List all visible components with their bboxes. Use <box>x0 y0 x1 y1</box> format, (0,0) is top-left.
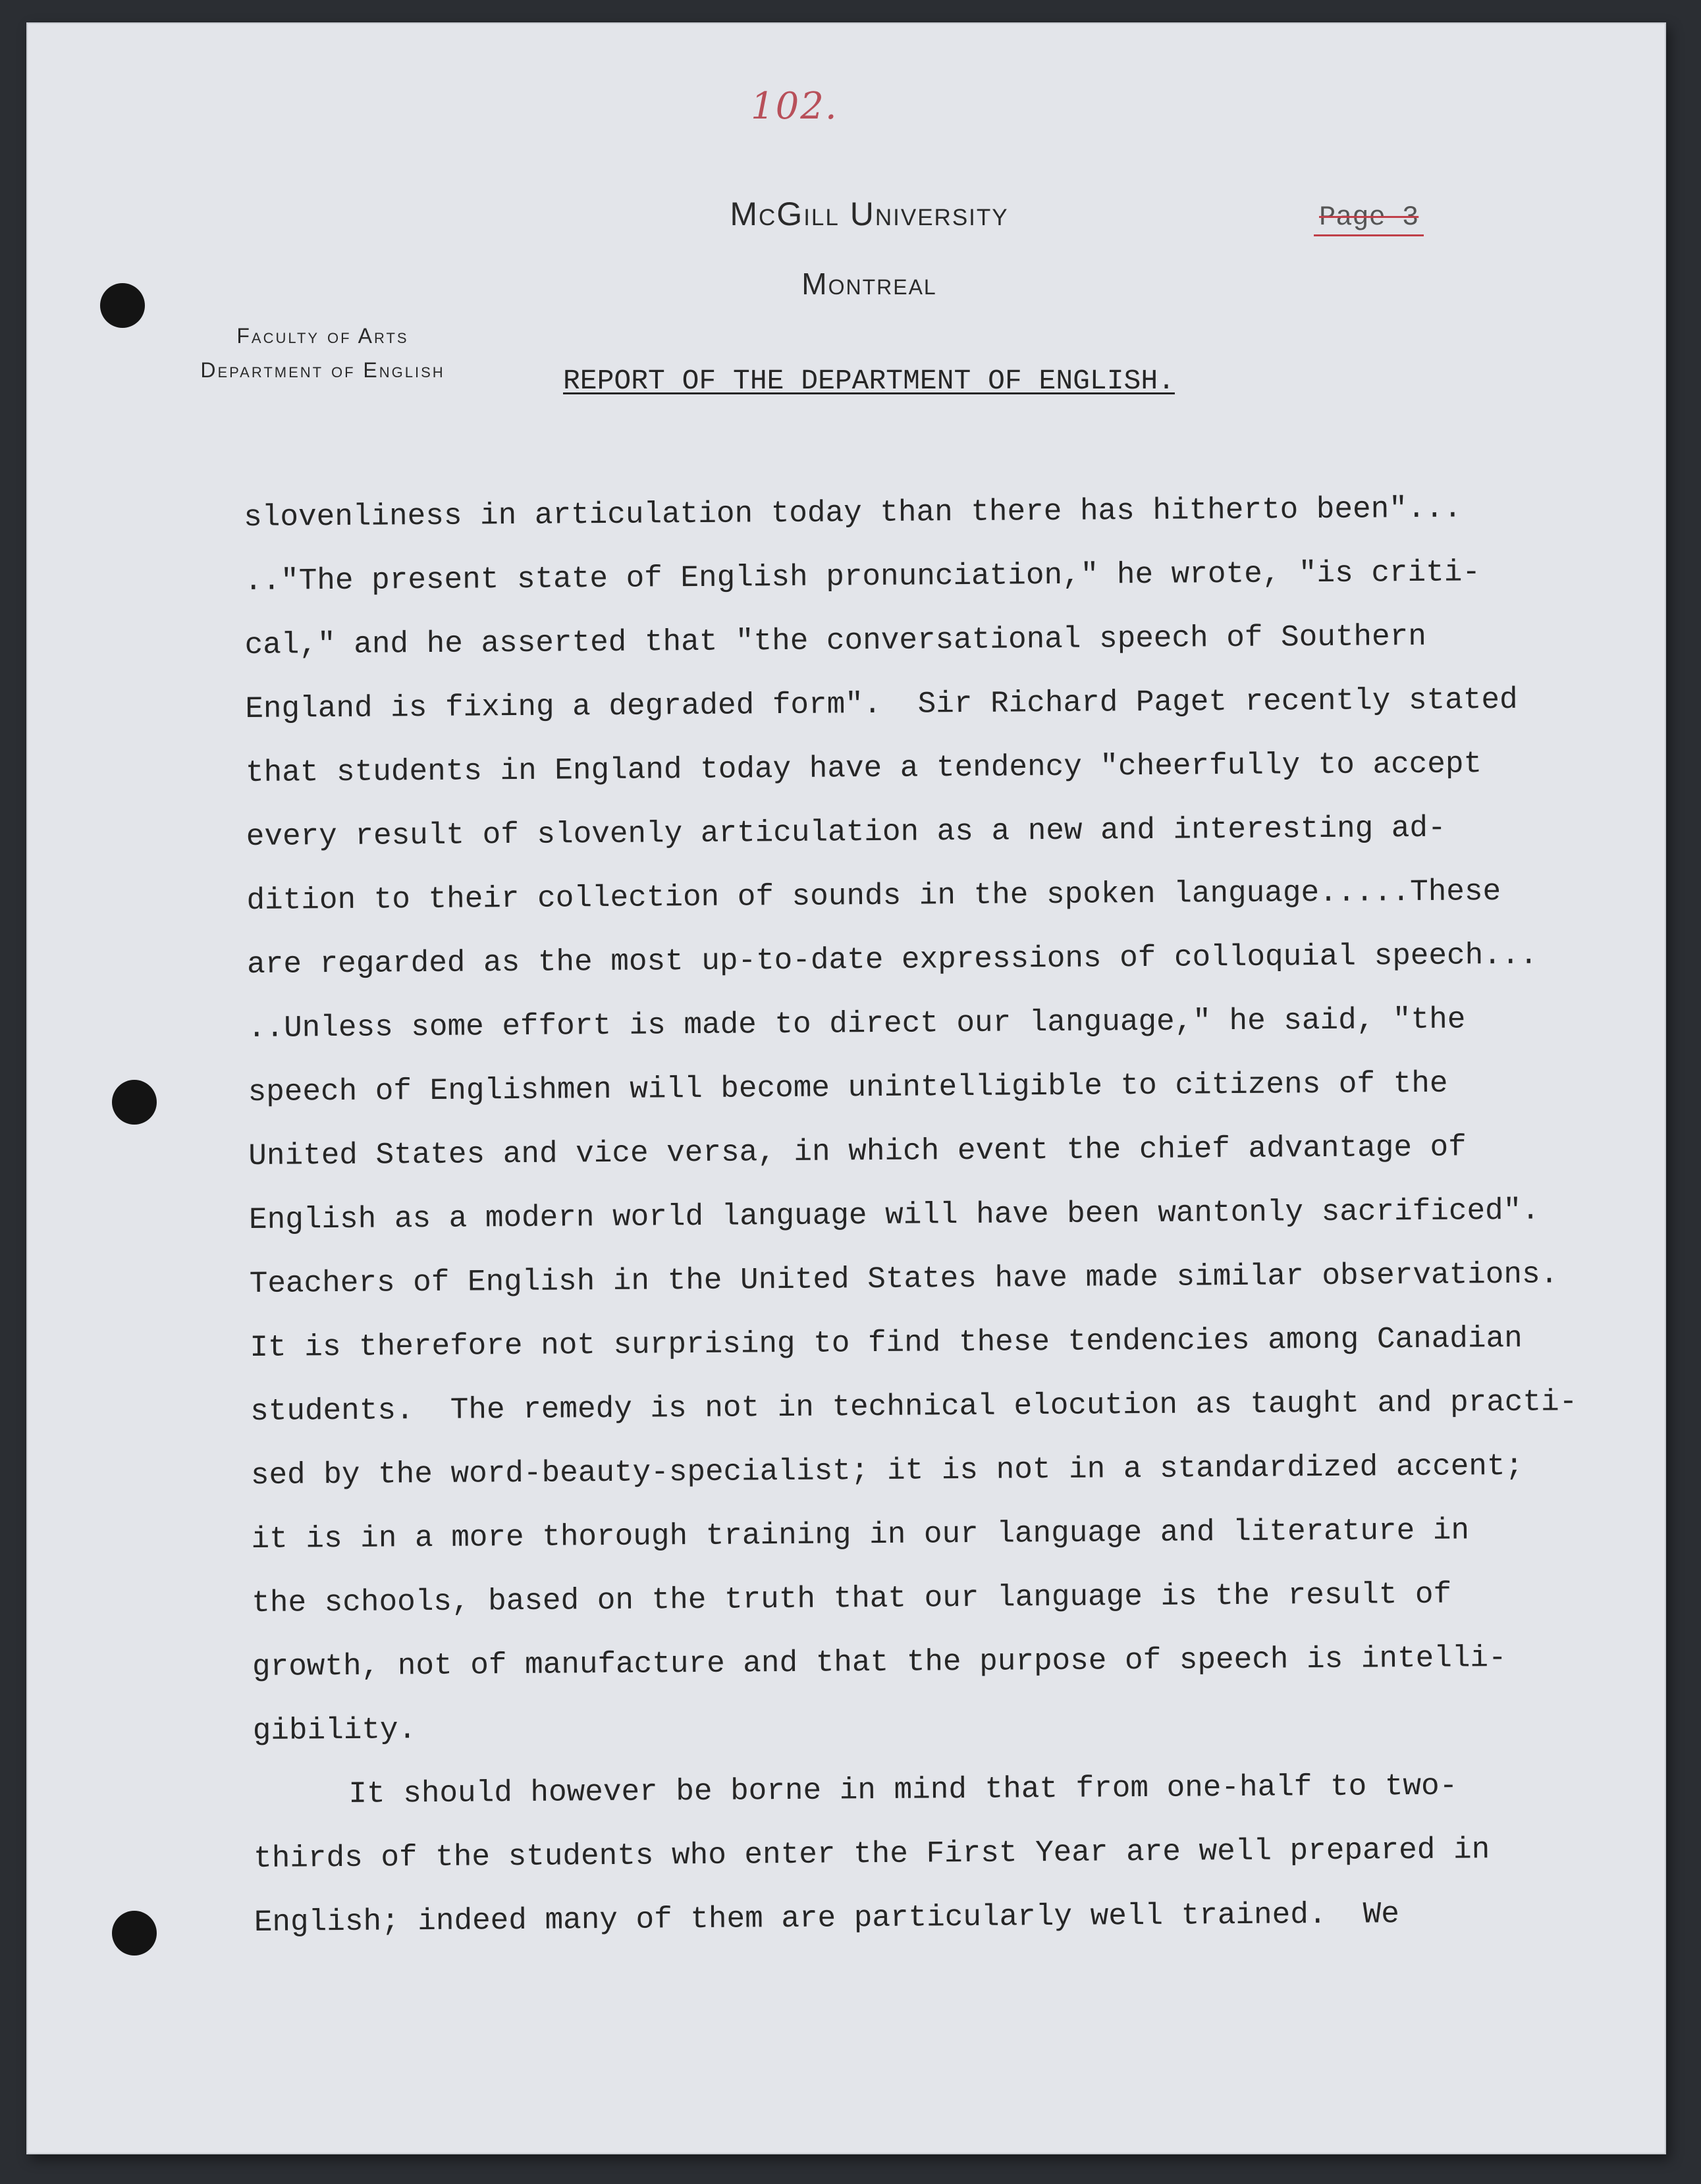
punch-hole-top <box>100 283 145 328</box>
body-line: Teachers of English in the United States have made similar observations. <box>249 1257 1559 1301</box>
page-number: Page 3 <box>1314 201 1424 236</box>
body-line: England is fixing a degraded form". Sir Richard Paget recently stated <box>245 682 1518 726</box>
body-line: cal," and he asserted that "the conversational speech of Southern <box>244 619 1427 662</box>
body-line: dition to their collection of sounds in the spoken language.....These <box>246 874 1501 918</box>
body-line: growth, not of manufacture and that the purpose of speech is intelli- <box>252 1640 1507 1684</box>
body-line: sed by the word-beauty-specialist; it is not in a standardized accent; <box>250 1449 1524 1493</box>
letterhead-university: McGill University <box>730 196 1009 232</box>
letterhead-faculty: Faculty of Arts <box>236 324 409 348</box>
body-line: English; indeed many of them are particularly well trained. We <box>254 1897 1400 1940</box>
letterhead-department: Department of English <box>200 358 445 382</box>
punch-hole-middle <box>112 1080 157 1125</box>
body-line: .."The present state of English pronunciation," he wrote, "is criti- <box>244 555 1481 599</box>
body-line: United States and vice versa, in which event the chief advantage of <box>248 1130 1467 1173</box>
body-line: thirds of the students who enter the First Year are well prepared in <box>253 1832 1490 1876</box>
body-text <box>244 487 1677 1967</box>
body-line: gibility. <box>252 1713 417 1748</box>
body-line: It should however be borne in mind that from one-half to two- <box>348 1769 1458 1811</box>
handwritten-page-annotation: 102. <box>751 85 838 128</box>
body-line: the schools, based on the truth that our language is the result of <box>252 1577 1452 1620</box>
body-line: are regarded as the most up-to-date expressions of colloquial speech... <box>247 938 1538 982</box>
body-line: every result of slovenly articulation as a new and interesting ad- <box>246 811 1446 854</box>
document-page <box>26 22 1666 2154</box>
body-line: that students in England today have a tendency "cheerfully to accept <box>245 747 1482 790</box>
body-line: it is in a more thorough training in our language and literature in <box>251 1513 1470 1557</box>
body-line: It is therefore not surprising to find these tendencies among Canadian <box>250 1321 1523 1365</box>
body-line: ..Unless some effort is made to direct our language," he said, "the <box>247 1002 1466 1046</box>
body-line: speech of Englishmen will become unintelligible to citizens of the <box>248 1066 1448 1109</box>
letterhead-faculty-block <box>145 319 500 387</box>
letterhead-city: Montreal <box>801 267 937 301</box>
punch-hole-bottom <box>112 1911 157 1956</box>
body-line: slovenliness in articulation today than there has hitherto been"... <box>244 491 1462 535</box>
body-line: English as a modern world language will have been wantonly sacrificed". <box>248 1193 1540 1237</box>
body-line: students. The remedy is not in technical elocution as taught and practi- <box>250 1385 1578 1429</box>
report-heading: REPORT OF THE DEPARTMENT OF ENGLISH. <box>563 365 1175 397</box>
